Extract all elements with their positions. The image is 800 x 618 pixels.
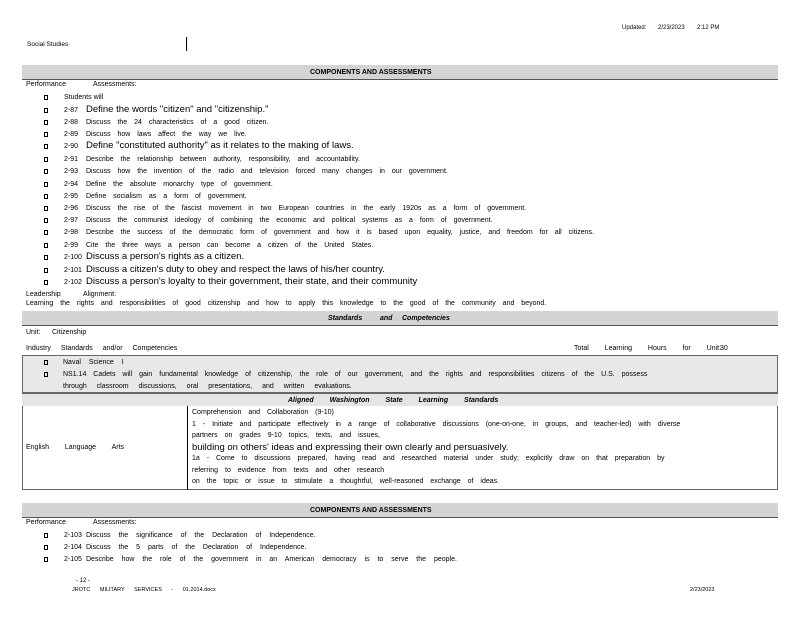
item-number: 2-101 xyxy=(64,267,82,274)
item-number: 2-97 xyxy=(64,217,79,224)
item-number: 2-94 xyxy=(64,181,79,188)
item-number: 2-89 xyxy=(64,131,79,138)
bullet-icon xyxy=(44,280,48,285)
item-text: Cite the three ways a person can become a citizen of the United States. xyxy=(86,242,374,249)
item-number: 2-102 xyxy=(64,279,82,286)
ns-standard-line2: through classroom discussions, oral presentations, and written evaluations. xyxy=(63,383,352,390)
aligned-line: 1a - Come to discussions prepared, having read and researched material under study; explicitly draw on that preparation by xyxy=(192,455,665,462)
item-text: Discuss the communist ideology of combining the economic and political systems as a form of government. xyxy=(86,217,493,224)
item-number: 2-96 xyxy=(64,205,79,212)
naval-science-label: Naval Science I xyxy=(63,359,124,366)
aligned-heading: Aligned Washington State Learning Standards xyxy=(288,397,499,404)
bullet-icon xyxy=(44,533,48,538)
bullet-icon xyxy=(44,120,48,125)
item-number: 2-100 xyxy=(64,254,82,261)
alignment-label: Alignment: xyxy=(83,291,117,298)
updated-label: Updated: xyxy=(622,25,647,31)
footer-left: JROTC MILITARY SERVICES - 01.2014.docx xyxy=(72,587,216,593)
item-text: Discuss how the invention of the radio and television forced many changes in our government. xyxy=(86,168,448,175)
bullet-icon xyxy=(44,182,48,187)
standards-bar xyxy=(22,311,778,325)
components-heading-2: COMPONENTS AND ASSESSMENTS xyxy=(310,507,432,514)
bullet-icon xyxy=(44,206,48,211)
item-text: Describe how the role of the government in an American democracy is to serve the people. xyxy=(86,556,457,563)
footer-right: 2/23/2023 xyxy=(690,587,715,593)
components-heading: COMPONENTS AND ASSESSMENTS xyxy=(310,69,432,76)
item-text: Describe the relationship between authority, responsibility, and accountability. xyxy=(86,156,360,163)
item-number: 2-103 xyxy=(64,532,82,539)
item-text: Discuss a citizen's duty to obey and respect the laws of his/her country. xyxy=(86,264,385,275)
item-text: Define the words "citizen" and "citizenship." xyxy=(86,104,269,115)
industry-label: Industry Standards and/or Competencies xyxy=(26,345,178,352)
item-text: Discuss the rise of the fascist movement in two European countries in the early 1920s as a form of government. xyxy=(86,205,527,212)
item-number: 2-98 xyxy=(64,229,79,236)
item-text: Discuss the 5 parts of the Declaration of Independence. xyxy=(86,544,307,551)
updated-date: 2/23/2023 xyxy=(658,25,685,31)
bullet-icon xyxy=(44,255,48,260)
aligned-line: partners on grades 9-10 topics, texts, and issues, xyxy=(192,432,380,439)
item-text: Discuss a person's loyalty to their government, their state, and their community xyxy=(86,276,418,287)
item-number: 2-104 xyxy=(64,544,82,551)
bullet-icon xyxy=(44,108,48,113)
item-text: Define the absolute monarchy type of government. xyxy=(86,181,273,188)
standards-heading-and: and xyxy=(380,315,393,322)
item-number: 2-105 xyxy=(64,556,82,563)
item-number: 2-87 xyxy=(64,107,79,114)
bullet-icon xyxy=(44,545,48,550)
total-hours-value: 30 xyxy=(720,345,728,352)
assessments-label-2: Assessments: xyxy=(93,519,137,526)
bullet-icon xyxy=(44,132,48,137)
bullet-icon xyxy=(44,169,48,174)
aligned-line: on the topic or issue to stimulate a thoughtful, well-reasoned exchange of ideas. xyxy=(192,478,500,485)
components-rule xyxy=(22,79,778,80)
item-number: 2-90 xyxy=(64,143,79,150)
item-text: Discuss the 24 characteristics of a good citizen. xyxy=(86,119,269,126)
performance-label: Performance xyxy=(26,81,67,88)
aligned-subject: English Language Arts xyxy=(26,444,125,451)
bullet-icon xyxy=(44,243,48,248)
students-will: Students will xyxy=(64,94,104,101)
aligned-line: referring to evidence from texts and other research xyxy=(192,467,385,474)
bullet-icon xyxy=(44,157,48,162)
bullet-icon xyxy=(44,230,48,235)
standards-heading-competencies: Competencies xyxy=(402,315,450,322)
standards-rule xyxy=(22,325,778,326)
bullet-icon xyxy=(44,194,48,199)
bullet-icon xyxy=(44,218,48,223)
item-text: Discuss a person's rights as a citizen. xyxy=(86,251,245,262)
item-number: 2-99 xyxy=(64,242,79,249)
item-text: Define "constituted authority" as it relates to the making of laws. xyxy=(86,140,354,151)
bullet-icon xyxy=(44,144,48,149)
item-text: Define socialism as a form of government. xyxy=(86,193,247,200)
bullet-icon xyxy=(44,557,48,562)
aligned-divider xyxy=(187,406,188,490)
item-number: 2-91 xyxy=(64,156,79,163)
item-text: Describe the success of the democratic form of government and how it is based upon equality, justice, and freedom for all citizens. xyxy=(86,229,594,236)
leadership-text: Learning the rights and responsibilities of good citizenship and how to apply this knowledge to the good of the community and beyond. xyxy=(26,300,547,307)
bullet-icon xyxy=(44,268,48,273)
unit-label: Unit: xyxy=(26,329,41,336)
components-rule-2 xyxy=(22,517,778,518)
item-text: Discuss how laws affect the way we live. xyxy=(86,131,247,138)
total-hours-label: Total Learning Hours for Unit: xyxy=(574,345,722,352)
item-number: 2-95 xyxy=(64,193,79,200)
text-cursor xyxy=(186,37,187,51)
item-number: 2-88 xyxy=(64,119,79,126)
bullet-icon xyxy=(44,360,48,365)
aligned-line: Comprehension and Collaboration (9-10) xyxy=(192,409,334,416)
item-number: 2-93 xyxy=(64,168,79,175)
ns-standard-line1: NS1.14 Cadets will gain fundamental knowledge of citizenship, the role of our government, and the rights and responsibilities citizens of the U.S. possess xyxy=(63,371,648,378)
footer-page: - 12 - xyxy=(76,578,91,584)
unit-value: Citizenship xyxy=(52,329,87,336)
assessments-label: Assessments: xyxy=(93,81,137,88)
aligned-line: building on others' ideas and expressing their own clearly and persuasively. xyxy=(192,442,509,453)
updated-time: 2:12 PM xyxy=(697,25,720,31)
aligned-line: 1 - Initiate and participate effectively in a range of collaborative discussions (one-on-one, in groups, and teacher-led) with diverse xyxy=(192,421,681,428)
performance-label-2: Performance xyxy=(26,519,67,526)
leadership-label: Leadership xyxy=(26,291,61,298)
bullet-icon xyxy=(44,372,48,377)
standards-heading: Standards xyxy=(328,315,363,322)
item-text: Discuss the significance of the Declaration of Independence. xyxy=(86,532,316,539)
bullet-icon xyxy=(44,95,48,100)
subject-title: Social Studies xyxy=(27,41,69,48)
